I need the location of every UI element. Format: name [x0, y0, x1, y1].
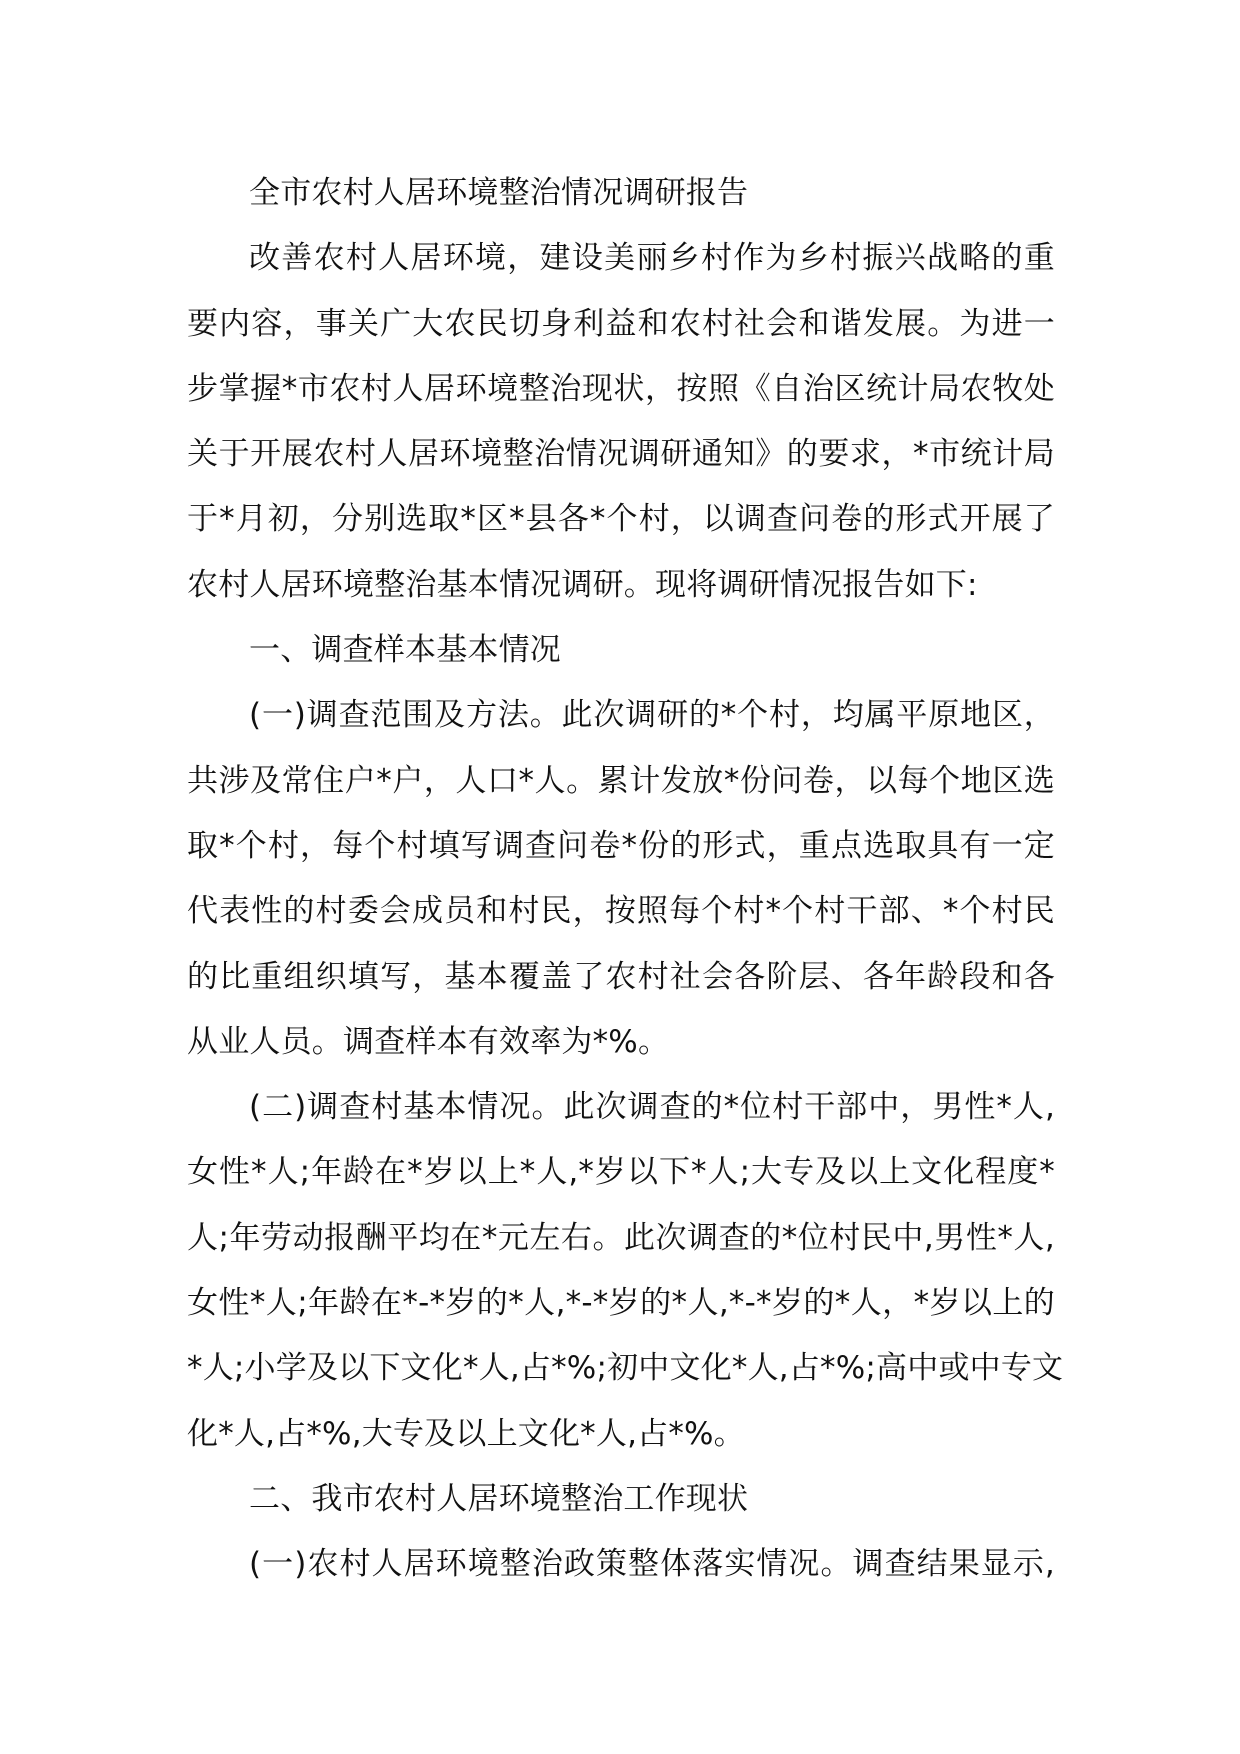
text-line-15: 女性*人;年龄在*岁以上*人,*岁以下*人;大专及以上文化程度* [187, 1154, 1055, 1191]
text-line-13: 从业人员。调查样本有效率为*%。 [187, 1023, 670, 1060]
text-line-9: 共涉及常住户*户，人口*人。累计发放*份问卷，以每个地区选 [187, 762, 1055, 799]
text-line-19: 化*人,占*%,大专及以上文化*人,占*%。 [187, 1415, 745, 1452]
text-line-14: (二)调查村基本情况。此次调查的*位村干部中，男性*人, [249, 1089, 1055, 1126]
text-line-11: 代表性的村委会成员和村民，按照每个村*个村干部、*个村民 [187, 893, 1055, 930]
text-line-12: 的比重组织填写，基本覆盖了农村社会各阶层、各年龄段和各 [187, 958, 1055, 995]
text-line-5: 于*月初，分别选取*区*县各*个村，以调查问卷的形式开展了 [187, 501, 1055, 538]
text-line-2: 要内容，事关广大农民切身利益和农村社会和谐发展。为进一 [187, 305, 1055, 342]
text-line-17: 女性*人;年龄在*-*岁的*人,*-*岁的*人,*-*岁的*人，*岁以上的 [187, 1285, 1055, 1322]
text-line-21: (一)农村人居环境整治政策整体落实情况。调查结果显示, [249, 1546, 1055, 1583]
text-line-1: 改善农村人居环境，建设美丽乡村作为乡村振兴战略的重 [249, 240, 1055, 277]
document-body [187, 161, 1064, 1598]
section-heading-1: 一、调查样本基本情况 [249, 632, 561, 669]
text-line-3: 步掌握*市农村人居环境整治现状，按照《自治区统计局农牧处 [187, 370, 1055, 407]
document-title: 全市农村人居环境整治情况调研报告 [249, 175, 749, 211]
text-line-18: *人;小学及以下文化*人,占*%;初中文化*人,占*%;高中或中专文 [187, 1350, 1064, 1387]
text-line-4: 关于开展农村人居环境整治情况调研通知》的要求，*市统计局 [187, 436, 1055, 473]
section-heading-2: 二、我市农村人居环境整治工作现状 [249, 1480, 749, 1517]
text-line-10: 取*个村，每个村填写调查问卷*份的形式，重点选取具有一定 [187, 827, 1055, 864]
text-line-16: 人;年劳动报酬平均在*元左右。此次调查的*位村民中,男性*人, [187, 1219, 1055, 1256]
text-line-8: (一)调查范围及方法。此次调研的*个村，均属平原地区， [249, 697, 1055, 734]
text-line-6: 农村人居环境整治基本情况调研。现将调研情况报告如下: [187, 566, 978, 603]
